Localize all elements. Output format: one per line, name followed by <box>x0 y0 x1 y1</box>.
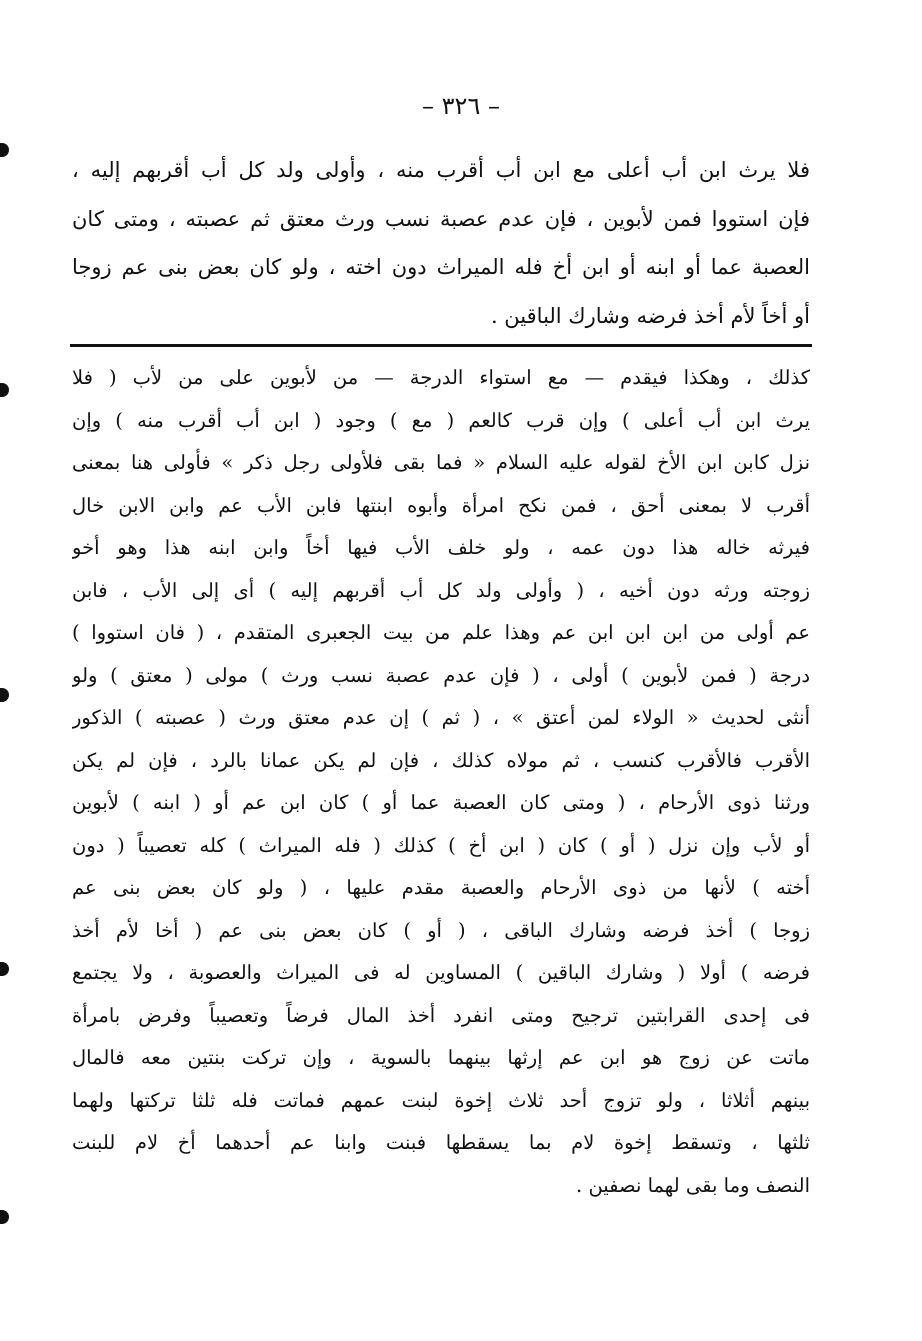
binding-hole-mark <box>0 962 9 976</box>
commentary-line: فيرثه خاله هذا دون عمه ، ولو خلف الأب فيها أخاً وابن ابنه هذا وهو أخو <box>72 536 810 559</box>
binding-hole-mark <box>0 688 9 702</box>
commentary-line: ثلثها ، وتسقط إخوة لام بما يسقطها فبنت وابنا عم أحدهما أخ لام للبنت <box>72 1131 810 1154</box>
binding-hole-mark <box>0 143 9 157</box>
main-text-line: العصبة عما أو ابنه أو ابن أخ فله الميراث دون اخته ، ولو كان بعض بنى عم زوجا <box>72 255 810 279</box>
commentary-line: أو لأب وإن نزل ( أو ) كان ( ابن أخ ) كذلك ( فله الميراث ) كله تعصيباً ( دون <box>72 833 810 857</box>
commentary-line: فى إحدى القرابتين ترجيح ومتى انفرد أخذ المال فرضاً وتعصيباً وفرض بامرأة <box>72 1003 810 1027</box>
commentary-line: أقرب لا بمعنى أحق ، فمن نكح امرأة وأبوه ابنتها فابن الأب عم وابن الابن خال <box>72 493 810 517</box>
commentary-line: الأقرب فالأقرب كنسب ، ثم مولاه كذلك ، فإن لم يكن عمانا بالرد ، فإن لم يكن <box>72 748 810 772</box>
separator-rule <box>70 344 812 347</box>
commentary-line: ماتت عن زوج هو ابن عم إرثها بينهما بالسوية ، وإن تركت بنتين معه فالمال <box>72 1046 810 1069</box>
page-number: – ٣٢٦ – <box>422 92 500 120</box>
commentary-line: نزل كابن ابن الأخ لقوله عليه السلام « فما بقى فلأولى رجل ذكر » فأولى هنا بمعنى <box>72 451 810 474</box>
binding-hole-mark <box>0 383 9 397</box>
main-text-block <box>72 146 810 340</box>
main-text-line: أو أخاً لأم أخذ فرضه وشارك الباقين . <box>490 303 810 328</box>
commentary-line: درجة ( فمن لأبوين ) أولى ، ( فإن عدم عصبة نسب ورث ) مولى ( معتق ) ولو <box>72 663 810 687</box>
commentary-line: النصف وما بقى لهما نصفين . <box>576 1173 810 1197</box>
commentary-line: يرث ابن أب أعلى ) وإن قرب كالعم ( مع ) وجود ( ابن أب أقرب منه ) وإن <box>72 408 810 432</box>
commentary-block <box>72 357 810 1207</box>
commentary-line: كذلك ، وهكذا فيقدم — مع استواء الدرجة — من لأبوين على من لأب ( فلا <box>72 366 810 389</box>
commentary-line: زوجته ورثه دون أخيه ، ( وأولى ولد كل أب أقربهم إليه ) أى إلى الأب ، فابن <box>72 578 810 602</box>
commentary-line: بينهم أثلاثا ، ولو تزوج أحد ثلاث إخوة لبنت عمهم فماتت فله ثلثا تركتها ولهما <box>72 1088 810 1112</box>
binding-hole-mark <box>0 1210 9 1224</box>
commentary-line: ورثنا ذوى الأرحام ، ( ومتى كان العصبة عما أو ) كان ابن عم أو ( ابنه ) لأبوين <box>72 791 810 814</box>
commentary-line: فرضه ) أولا ( وشارك الباقين ) المساوين له فى الميراث والعصوبة ، ولا يجتمع <box>72 961 810 984</box>
main-text-line: فإن استووا فمن لأبوين ، فإن عدم عصبة نسب ورث معتق ثم عصبته ، ومتى كان <box>72 206 810 231</box>
commentary-line: عم أولى من ابن ابن ابن عم وهذا علم من بيت الجعبرى المتقدم ، ( فان استووا ) <box>72 621 810 644</box>
commentary-line: أخته ) لأنها من ذوى الأرحام والعصبة مقدم عليها ، ( ولو كان بعض بنى عم <box>72 876 810 899</box>
main-text-line: فلا يرث ابن أب أعلى مع ابن أب أقرب منه ، وأولى ولد كل أب أقربهم إليه ، <box>72 158 810 182</box>
commentary-line: زوجا ) أخذ فرضه وشارك الباقى ، ( أو ) كان بعض بنى عم ( أخا لأم أخذ <box>72 918 810 942</box>
commentary-line: أنثى لحديث « الولاء لمن أعتق » ، ( ثم ) إن عدم معتق ورث ( عصبته ) الذكور <box>72 706 810 729</box>
